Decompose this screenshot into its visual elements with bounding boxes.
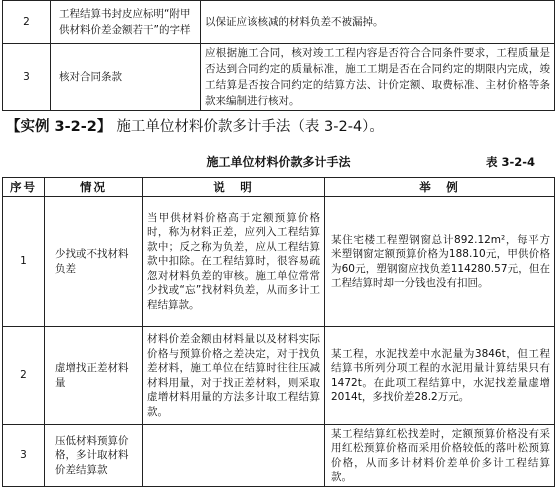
example-text: 施工单位材料价款多计手法（表 3-2-4）。 <box>116 119 384 135</box>
header-no: 序号 <box>3 178 45 197</box>
situation-cell: 核对合同条款 <box>51 44 201 111</box>
description-cell <box>143 425 325 487</box>
methods-table <box>2 177 555 487</box>
row-number: 3 <box>3 44 51 111</box>
example-cell: 某工程，水泥找差中水泥量为3846t，但工程结算书所列分项工程的水泥用量计算结果只有1472t。在此项工程结算中，水泥找差量虚增2014t，多找价差28.2万元。 <box>325 327 555 425</box>
description-cell: 应根据施工合同，核对竣工工程内容是否符合合同条件要求，工程质量是否达到合同约定的质量标准，施工工期是否在合同约定的期限内完成，竣工结算是否按合同约定的结算方法、计价定额、取费标准、主材价格等条款来编制进行核对。 <box>201 44 555 111</box>
example-cell: 某住宅楼工程塑钢窗总计892.12m²，每平方米塑钢窗定额预算价格为188.10元，甲供价格为60元，塑钢窗应找负差114280.57元，但在工程结算时却一分钱也没有扣回。 <box>325 197 555 327</box>
example-label: 【实例 3-2-2】 <box>6 119 112 135</box>
continued-table <box>2 0 555 111</box>
description-cell: 材料价差金额由材料量以及材料实际价格与预算价格之差决定，对于找负差材料，施工单位在结算时往往压减材料用量，对于找正差材料，则采取虚增材料用量的方法多计取工程结算款。 <box>143 327 325 425</box>
header-situation: 情况 <box>45 178 143 197</box>
table-row <box>3 425 555 487</box>
row-number: 2 <box>3 327 45 425</box>
table-title: 施工单位材料价款多计手法 <box>206 155 351 169</box>
description-cell: 以保证应该核减的材料负差不被漏掉。 <box>201 1 555 44</box>
table-row <box>3 1 555 44</box>
situation-cell: 压低材料预算价格，多计取材料价差结算款 <box>45 425 143 487</box>
header-description: 说 明 <box>143 178 325 197</box>
table-number: 表 3-2-4 <box>485 155 535 169</box>
description-cell: 当甲供材料价格高于定额预算价格时，称为材料正差，应列入工程结算款中；反之称为负差，应从工程结算款中扣除。在工程结算时，很容易疏忽对材料负差的审核。施工单位常常少找或“忘”找材料负差，从而多计工程结算款。 <box>143 197 325 327</box>
situation-cell: 虚增找正差材料量 <box>45 327 143 425</box>
example-cell: 某工程结算红松找差时，定额预算价格没有采用红松预算价格而采用价格较低的落叶松预算价格，从而多计材料价差单价多计工程结算款。 <box>325 425 555 487</box>
table-row <box>3 327 555 425</box>
table-header-row <box>3 178 555 197</box>
header-example: 举 例 <box>325 178 555 197</box>
table-row <box>3 44 555 111</box>
table-row <box>3 197 555 327</box>
row-number: 1 <box>3 197 45 327</box>
example-heading <box>6 117 551 137</box>
row-number: 3 <box>3 425 45 487</box>
situation-cell: 少找或不找材料负差 <box>45 197 143 327</box>
row-number: 2 <box>3 1 51 44</box>
situation-cell: 工程结算书封皮应标明“附甲供材料价差金额若干”的字样 <box>51 1 201 44</box>
